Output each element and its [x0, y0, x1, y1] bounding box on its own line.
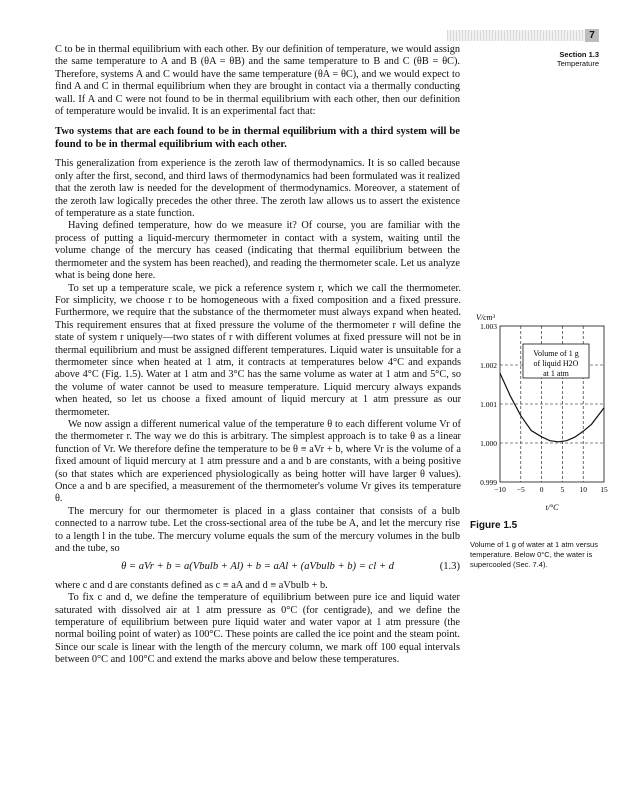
y-tick-label: 1.003: [480, 322, 497, 331]
paragraph-3: Having defined temperature, how do we measure it? Of course, you are familiar with the process of putting a liquid-mercury thermometer in contact with a system, waiting until the volume change of the mercury has ceased (indicating that thermal equilibrium between the thermometer and the system has been reached), and reading the thermometer scale. Let us analyze what is being done here.: [55, 220, 460, 282]
section-title: Section 1.3: [559, 50, 599, 59]
paragraph-8: To fix c and d, we define the temperature of equilibrium between pure ice and liquid water saturated with dissolved air at 1 atm pressure as 0°C (for centigrade), and we define the temperature of equilibrium between pure liquid water and water vapor at 1 atm pressure (the normal boiling point of water) as 100°C. These points are called the ice point and the steam point. Since our scale is linear with the length of the mercury column, we mark off 100 equal intervals between 0°C and 100°C and extend the marks above and below these temperatures.: [55, 592, 460, 666]
volume-temperature-chart: [470, 300, 610, 520]
equation-text: θ = aVr + b = a(Vbulb + Al) + b = aAl + (aVbulb + b) = cl + d: [121, 561, 394, 573]
y-axis-label: V/cm³: [476, 313, 495, 322]
paragraph-7: where c and d are constants defined as c ≡ aA and d ≡ aVbulb + b.: [55, 579, 328, 591]
x-tick-label: 10: [579, 485, 587, 494]
equation-number: (1.3): [439, 561, 460, 573]
figure-1-5: [470, 300, 610, 520]
series-line-water: [500, 373, 604, 442]
paragraph-2: This generalization from experience is the zeroth law of thermodynamics. It is so called because only after the first, second, and third laws of thermodynamics had been formulated was it realized that the zeroth law is needed for the development of thermodynamics. Moreover, a statement of the zeroth law logically precedes the other three. The zeroth law allows us to assert the existence of temperature as a state function.: [55, 158, 460, 220]
running-header: [557, 50, 599, 68]
annotation-line: of liquid H2O: [533, 359, 579, 368]
figure-caption: Volume of 1 g of water at 1 atm versus temperature. Below 0°C, the water is supercooled (Sec. 7.4).: [470, 540, 598, 569]
annotation-line: at 1 atm: [543, 369, 569, 378]
paragraph-6: The mercury for our thermometer is placed in a glass container that consists of a bulb connected to a narrow tube. Let the cross-sectional area of the tube be A, and let the mercury rise to a length l in the tube. The mercury volume equals the sum of the mercury volumes in the bulb and the tube, so: [55, 505, 460, 555]
x-tick-label: 5: [560, 485, 565, 494]
y-tick-label: 1.000: [480, 439, 497, 448]
section-subtitle: Temperature: [556, 59, 599, 68]
page-number-bar: [447, 30, 599, 41]
x-tick-label: −10: [494, 485, 506, 494]
zeroth-law-statement: Two systems that are each found to be in thermal equilibrium with a third system will be found to be in thermal equilibrium with each other.: [55, 126, 460, 151]
y-tick-label: 1.001: [480, 400, 497, 409]
x-tick-label: −5: [516, 485, 525, 494]
page-number: 7: [585, 29, 599, 42]
x-tick-label: 15: [600, 485, 608, 494]
y-tick-label: 0.999: [480, 478, 497, 487]
x-tick-label: 0: [539, 485, 544, 494]
equation-1-3: [55, 561, 460, 573]
paragraph-5: We now assign a different numerical value of the temperature θ to each different volume Vr of the thermometer r. The way we do this is arbitrary. The simplest approach is to take θ as a linear function of Vr. We therefore define the temperature to be θ ≡ aVr + b, where Vr is the volume of a fixed amount of liquid mercury at 1 atm pressure and a and b are constants, with a being positive (so that states which are experienced physiologically as being hotter will have larger θ values). Once a and b are specified, a measurement of the thermometer's volume Vr gives its temperature θ.: [55, 418, 461, 505]
x-axis-label: t/°C: [545, 503, 559, 512]
y-tick-label: 1.002: [480, 361, 497, 370]
annotation-line: Volume of 1 g: [533, 349, 579, 358]
paragraph-1: C to be in thermal equilibrium with each other. By our definition of temperature, we would assign the same temperature to A and B (θA = θB) and the same temperature to B and C (θB = θC). Therefore, systems A and C would have the same temperature (θA = θC), and we would expect to find A and C in thermal equilibrium when they are brought in contact via a thermally conducting wall. If A and C were not found to be in thermal equilibrium with each other, then our definition of temperature would be invalid. It is an experimental fact that:: [55, 44, 460, 118]
figure-label: Figure 1.5: [470, 520, 518, 531]
body-text: [55, 44, 460, 667]
paragraph-4: To set up a temperature scale, we pick a reference system r, which we call the thermometer. For simplicity, we choose r to be homogeneous with a fixed composition and a fixed pressure. Furthermore, we require that the substance of the thermometer must always expand when heated. This requirement ensures that at fixed pressure the volume of the thermometer r will define the state of system r uniquely—two states of r with different volumes at fixed pressure will not be in thermal equilibrium and must be assigned different temperatures. Liquid water is unsuitable for a thermometer since when heated at 1 atm, it contracts at temperatures below 4°C and expands above 4°C (Fig. 1.5). Water at 1 atm and 3°C has the same volume as water at 1 atm and 5°C, so the volume of water cannot be used to measure temperature. Liquid mercury always expands when heated, so let us choose a fixed amount of liquid mercury at 1 atm pressure as our thermometer.: [55, 282, 461, 418]
